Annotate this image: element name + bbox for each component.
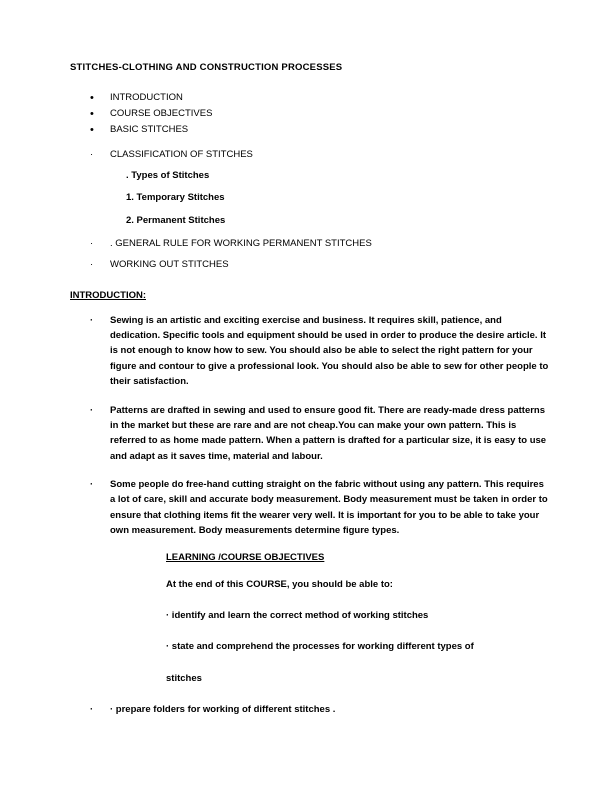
objectives-heading: LEARNING /COURSE OBJECTIVES (166, 551, 325, 563)
list-item (70, 702, 550, 717)
list-item (70, 403, 550, 465)
list-item-label: . Types of Stitches (126, 169, 210, 181)
bullet-icon: · (90, 404, 94, 416)
bullet-icon: · (90, 148, 94, 160)
bullet-icon: · (90, 258, 94, 270)
paragraph-text: Patterns are drafted in sewing and used to ensure good fit. There are ready-made dress patterns in the market but these are rare and are not cheap.You can make your own pattern. This is referred to as home made pattern. When a pattern is drafted for a particular size, it is easy to use and adapt as it saves time, material and labour. (110, 404, 547, 462)
list-item (70, 313, 550, 390)
objectives-intro-line: At the end of this COURSE, you should be able to: (166, 578, 393, 590)
list-item-label: COURSE OBJECTIVES (110, 108, 213, 120)
bullet-icon: • (90, 123, 94, 136)
list-item (70, 124, 550, 137)
list-item (70, 108, 550, 121)
list-item (70, 259, 550, 272)
list-item (70, 238, 550, 251)
table-of-contents (70, 92, 550, 271)
objectives-line: · state and comprehend the processes for working different types of (166, 641, 474, 653)
bullet-icon: • (90, 108, 94, 121)
bullet-icon: • (90, 92, 94, 105)
paragraph-text: Sewing is an artistic and exciting exercise and business. It requires skill, patience, and dedication. Specific tools and equipment should be used in order to produce the desire article. It is not enough to know how to sew. You should also be able to select the right pattern for your figure and contour to give a professional look. You should also be able to sew for other people to their satisfaction. (110, 314, 549, 388)
list-item-label: CLASSIFICATION OF STITCHES (110, 148, 253, 160)
objectives-section (166, 552, 550, 687)
bullet-icon: · (90, 479, 94, 491)
paragraph-text: Some people do free-hand cutting straight on the fabric without using any pattern. This requires a lot of care, skill and accurate body measurement. Body measurement must be taken in order to ensure that clothing items fit the wearer very well. It is important for you to be able to take your own measurement. Body measurements determine figure types. (110, 479, 548, 537)
list-item-label: WORKING OUT STITCHES (110, 258, 229, 270)
list-item (70, 477, 550, 539)
bullet-icon: · (90, 704, 94, 716)
list-item (70, 149, 550, 162)
objectives-line: · identify and learn the correct method of working stitches (166, 609, 429, 621)
list-item (70, 192, 550, 205)
list-item-label: BASIC STITCHES (110, 123, 189, 135)
list-item-label: 2. Permanent Stitches (126, 215, 226, 227)
list-item-label: 1. Temporary Stitches (126, 192, 225, 204)
introduction-paragraph-list (70, 313, 550, 539)
list-item-label: · prepare folders for working of different stitches . (110, 704, 336, 716)
list-item-label: . GENERAL RULE FOR WORKING PERMANENT STITCHES (110, 238, 372, 250)
bullet-icon: · (90, 314, 94, 326)
final-objective-list (70, 702, 550, 717)
page-title: STITCHES-CLOTHING AND CONSTRUCTION PROCESSES (70, 62, 343, 73)
list-item (70, 215, 550, 228)
introduction-heading: INTRODUCTION: (70, 289, 146, 301)
list-item (70, 92, 550, 105)
list-item (70, 170, 550, 183)
list-item-label: INTRODUCTION (110, 92, 183, 104)
objectives-line: stitches (166, 672, 202, 684)
bullet-icon: · (90, 238, 94, 250)
